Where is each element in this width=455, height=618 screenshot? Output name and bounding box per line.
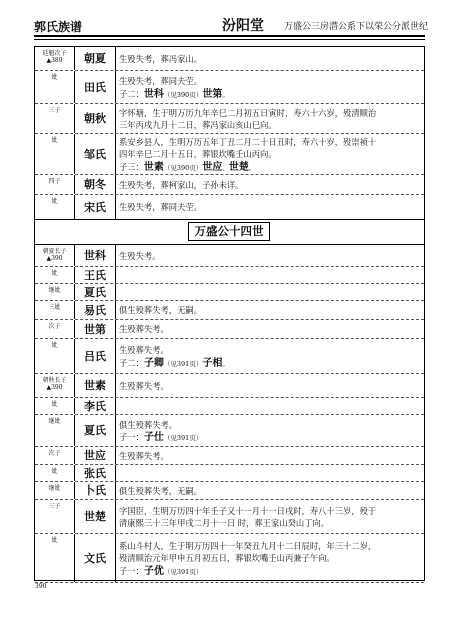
person-name: 朝冬 xyxy=(75,175,116,194)
table-row xyxy=(35,245,424,267)
relation-label: 妣 xyxy=(35,398,75,414)
person-name: 邹氏 xyxy=(75,134,116,174)
biography-line: 字国臣，生明万历四十年壬子又十一月十一日戌时，寿八十三岁，殁于 xyxy=(119,505,377,516)
person-name: 夏氏 xyxy=(75,284,116,300)
relation-label: 妣 xyxy=(35,195,75,219)
person-name: 朝夏 xyxy=(75,47,116,70)
child-page-ref: 、 xyxy=(222,163,229,172)
table-row xyxy=(35,482,424,500)
biography-line: 四年辛巳二月十五日，葬银坎嘴壬山丙向。 xyxy=(119,149,277,160)
biography-line: 三年丙戌九月十二日，葬冯家山亥山巳向。 xyxy=(119,120,277,130)
relation-label: 次子 xyxy=(35,447,75,464)
table-row xyxy=(35,284,424,301)
biography-line: 生殁失考，葬同夫茔。 xyxy=(119,202,202,213)
biography-cell xyxy=(119,415,421,450)
person-name: 田氏 xyxy=(75,71,116,103)
biography-line: 生殁葬失考。 xyxy=(119,345,169,355)
biography-line: 俱生殁葬失考，无嗣。 xyxy=(119,305,202,316)
biography-cell xyxy=(119,339,421,378)
header-left-title: 郭氏族谱 xyxy=(34,20,83,34)
person-name: 文氏 xyxy=(75,534,116,582)
biography-line: 字怀塘，生于明万历九年辛巳二月初五日寅时，寿六十六岁，殁清顺治 xyxy=(119,107,377,118)
child-page-ref: 。 xyxy=(222,359,229,368)
relation-label: 妣 xyxy=(35,534,75,582)
person-name: 宋氏 xyxy=(75,195,116,219)
person-name: 卜氏 xyxy=(75,482,116,499)
relation-label: 廷魁次子 ▲389 xyxy=(35,47,75,70)
table-row xyxy=(35,104,424,134)
person-name: 李氏 xyxy=(75,398,116,414)
table-row xyxy=(35,320,424,339)
person-name: 夏氏 xyxy=(75,415,116,446)
child-name: 子优 xyxy=(143,565,164,577)
biography-line: 生殁失考。 xyxy=(119,250,161,261)
children-line xyxy=(119,565,421,579)
person-name: 朝秋 xyxy=(75,104,116,133)
relation-label: 妣 xyxy=(35,267,75,283)
biography-cell xyxy=(119,71,421,107)
person-name: 王氏 xyxy=(75,267,116,283)
biography-cell xyxy=(119,482,421,502)
children-prefix: 子一： xyxy=(119,565,144,576)
biography-line: 生殁失考，葬冯家山。 xyxy=(119,53,202,64)
person-name: 世第 xyxy=(75,320,116,338)
child-name: 世科 xyxy=(143,88,164,100)
relation-label: 三子 xyxy=(35,500,75,533)
biography-cell xyxy=(119,447,421,467)
biography-line: 殁清顺治元年甲申五月初五日，葬银坎嘴壬山丙兼子午向。 xyxy=(119,553,335,564)
header-rule-thick xyxy=(34,35,425,37)
biography-line: 生殁葬失考。 xyxy=(119,450,169,461)
relation-label: 妣 xyxy=(35,134,75,174)
children-line xyxy=(119,357,421,371)
table-row xyxy=(35,447,424,465)
biography-cell xyxy=(119,134,421,176)
children-prefix: 子三： xyxy=(119,161,144,172)
child-name: 子仕 xyxy=(143,432,164,443)
table-row xyxy=(35,374,424,398)
generation-section-header xyxy=(35,220,424,245)
child-name: 世素 xyxy=(143,161,164,173)
person-name: 世应 xyxy=(75,447,116,464)
relation-label: 朝秋长子 ▲390 xyxy=(35,374,75,397)
child-name: 世第 xyxy=(202,88,223,100)
relation-label: 四子 xyxy=(35,175,75,194)
relation-label: 三子 xyxy=(35,104,75,133)
biography-line: 俱生殁葬失考。 xyxy=(119,419,178,430)
person-name: 张氏 xyxy=(75,465,116,481)
biography-line: 生殁失考，葬柯家山，子孙未详。 xyxy=(119,179,244,190)
relation-label: 妣 xyxy=(35,71,75,103)
table-row xyxy=(35,534,424,583)
children-prefix: 子二： xyxy=(119,88,144,99)
relation-label: 朝夏长子 ▲390 xyxy=(35,245,75,266)
table-row xyxy=(35,267,424,284)
biography-line: 生殁葬失考。 xyxy=(119,324,169,335)
table-row xyxy=(35,175,424,195)
child-page-ref: （见391页） xyxy=(163,567,203,576)
biography-cell xyxy=(119,104,421,136)
page-number: 390 xyxy=(35,583,47,590)
person-name: 世楚 xyxy=(75,500,116,533)
person-name: 世科 xyxy=(75,245,116,266)
biography-line: 清康熙三十三年甲戌二月十一日 时，葬王家山癸山丁向。 xyxy=(119,518,330,528)
person-name: 世素 xyxy=(75,374,116,397)
table-row xyxy=(35,195,424,220)
biography-line: 俱生殁葬失考，无嗣。 xyxy=(119,485,202,496)
child-name: 子相 xyxy=(202,357,223,369)
biography-line: 生殁失考，葬同夫茔。 xyxy=(119,76,202,86)
person-name: 吕氏 xyxy=(75,339,116,373)
child-page-ref: （见391页） xyxy=(163,434,203,442)
biography-line: 生殁葬失考。 xyxy=(119,380,169,391)
genealogy-table xyxy=(34,46,425,581)
table-row xyxy=(35,500,424,534)
child-page-ref: （见390页） xyxy=(163,163,203,172)
biography-line: 系安乡县人，生明万历五年丁丑二月二十日丑时，寿六十岁，殁崇祯十 xyxy=(119,136,377,147)
biography-cell xyxy=(119,500,421,538)
relation-label: 妣 xyxy=(35,465,75,481)
child-name: 子卿 xyxy=(143,357,164,369)
relation-label: 继妣 xyxy=(35,482,75,499)
header-rule-thin xyxy=(34,39,425,40)
generation-title: 万盛公十四世 xyxy=(188,222,270,241)
relation-label: 次子 xyxy=(35,320,75,338)
children-prefix: 子一： xyxy=(119,432,144,442)
biography-line: 系山斗村人，生于明万历四十一年癸丑九月十二日辰时，年三十二岁， xyxy=(119,540,377,551)
header-hall-name: 汾阳堂 xyxy=(222,18,264,34)
child-page-ref: 。 xyxy=(222,90,229,99)
table-row xyxy=(35,301,424,320)
table-row xyxy=(35,47,424,71)
table-row xyxy=(35,71,424,104)
relation-label: 继妣 xyxy=(35,284,75,300)
child-page-ref: 。 xyxy=(248,163,256,172)
child-page-ref: （见390页） xyxy=(163,90,203,99)
children-line xyxy=(119,161,421,175)
children-line xyxy=(119,431,421,445)
person-name: 易氏 xyxy=(75,301,116,319)
table-row xyxy=(35,339,424,374)
header-branch-title: 万盛公三房潜公系下以荣公分派世纪 xyxy=(284,22,429,32)
children-prefix: 子二： xyxy=(119,357,144,368)
biography-cell xyxy=(119,534,421,588)
table-row xyxy=(35,415,424,447)
table-row xyxy=(35,134,424,175)
relation-label: 继妣 xyxy=(35,415,75,446)
table-row xyxy=(35,398,424,415)
relation-label: 三妣 xyxy=(35,301,75,319)
table-row xyxy=(35,465,424,482)
relation-label: 妣 xyxy=(35,339,75,373)
child-name: 世楚 xyxy=(228,161,249,173)
child-page-ref: （见391页） xyxy=(163,359,203,368)
child-name: 世应 xyxy=(202,161,223,173)
children-line xyxy=(119,88,421,102)
